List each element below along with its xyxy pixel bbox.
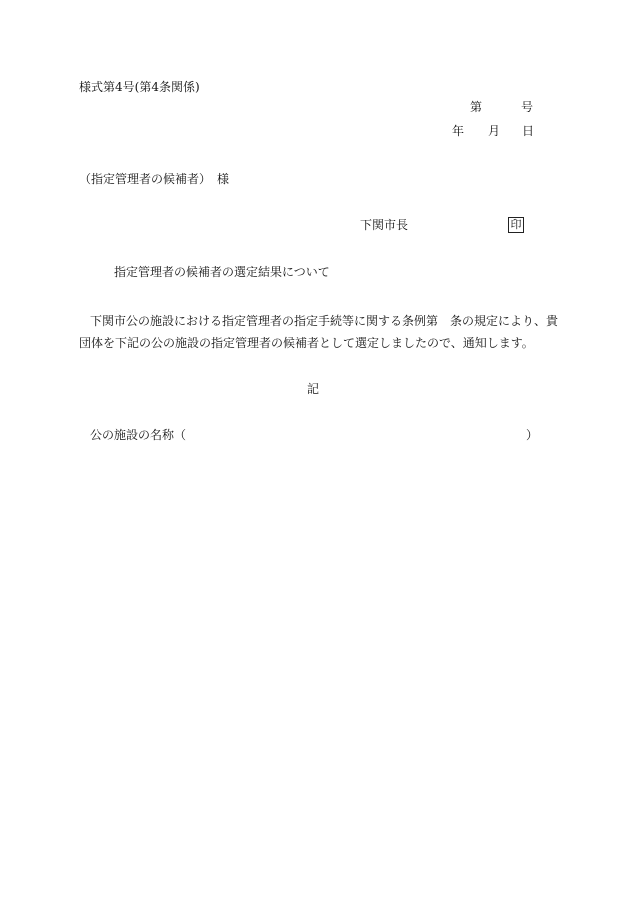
body-text-line-2: 団体を下記の公の施設の指定管理者の候補者として選定しましたので、通知します。: [79, 336, 534, 350]
date-day-label: 日: [522, 124, 535, 138]
body-text-line-1: 下関市公の施設における指定管理者の指定手続等に関する条例第 条の規定により、貴: [90, 314, 559, 328]
date-year-label: 年: [452, 124, 465, 138]
sender-title: 下関市長: [360, 218, 409, 232]
seal-stamp: 印: [508, 217, 524, 233]
date-month-label: 月: [488, 124, 501, 138]
document-subject: 指定管理者の候補者の選定結果について: [114, 265, 330, 279]
document-number-suffix: 号: [521, 100, 534, 114]
facility-name-close-paren: ）: [526, 428, 539, 442]
document-number-prefix: 第: [470, 100, 483, 114]
form-number: 様式第4号(第4条関係): [79, 80, 200, 94]
facility-name-label: 公の施設の名称（: [90, 428, 187, 442]
ki-heading: 記: [307, 382, 320, 396]
addressee: （指定管理者の候補者） 様: [79, 172, 230, 186]
